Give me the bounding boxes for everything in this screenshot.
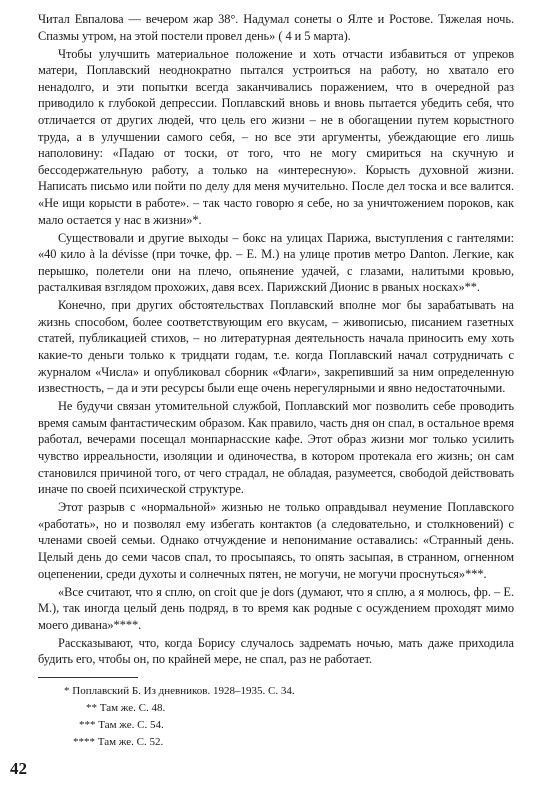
footnotes [38, 683, 514, 751]
paragraph: Существовали и другие выходы – бокс на улицах Парижа, выступления с гантелями: «40 кило à la dévisse (при точке, фр. – Е. М.) на улице против метро Danton. Легкие, как перышко, полетели они на плечо, опьянение удачей, с глазами, налитыми кровью, расталкивая взглядом прохожих, давя всех. Парижский Дионис в рваных носках»**. [38, 230, 514, 295]
paragraph: Рассказывают, что, когда Борису случалось задремать ночью, мать даже приходила будить его, чтобы он, по крайней мере, не спал, раз не работает. [38, 635, 514, 667]
footnote: ** Там же. С. 48. [86, 702, 166, 714]
paragraph-continuation: Читал Евпалова — вечером жар 38°. Надумал сонеты о Ялте и Ростове. Тяжелая ночь. Спазмы утром, на этой постели провел день» ( 4 и 5 марта). [38, 12, 514, 43]
paragraph: Конечно, при других обстоятельствах Поплавский вполне мог бы зарабатывать на жизнь способом, более соответствующим его вкусам, – живописью, писанием газетных статей, публикацией стихов, – но литературная деятельность начала приносить ему хоть какие-то деньги только к тридцати годам, т.е. когда Поплавский начал сотрудничать с журналом «Числа» и опубликовал сборник «Флаги», закрепивший за ним определенную известность, – да и эти ресурсы были еще очень нерегулярными и явно недостаточными. [38, 298, 514, 396]
footnote: **** Там же. С. 52. [73, 736, 164, 748]
paragraph: Этот разрыв с «нормальной» жизнью не только оправдывал неумение Поплавского «работать», но и позволял ему избегать контактов (а следовательно, и столкновений) с членами своей семьи. Однако отчуждение и непонимание оставались: «Странный день. Целый день до семи часов спал, то просыпаясь, то опять засыпая, в странном, огненном оцепенении, среди духоты и солнечных пятен, не могучи, не могучи проснуться»***. [38, 500, 514, 581]
page-number: 42 [10, 759, 27, 778]
paragraph: «Все считают, что я сплю, on croit que je dors (думают, что я сплю, а я молюсь, фр. – Е. М.), так иногда целый день подряд, в то время как родные с осуждением проходят мимо моего дивана»****. [38, 584, 514, 632]
footnote: * Поплавский Б. Из дневников. 1928–1935. С. 34. [64, 685, 295, 697]
paragraph: Чтобы улучшить материальное положение и хоть отчасти избавиться от упреков матери, Поплавский неоднократно пытался устроиться на работу, но хватало его ненадолго, и эти попытки всегда заканчивались поражением, что в очередной раз приводило к глубокой депрессии. Поплавский вновь и вновь пытается убедить себя, что отличается от других людей, что цель его жизни – не в обогащении путем корыстного труда, а в улучшении самого себя, – но все эти аргументы, убеждающие его лишь наполовину: «Падаю от тоски, от того, что не могу смириться на скучную и бессодержательную работу, а только на «интересную». Корысть духовной жизни. Написать письмо или пойти по делу для меня мучительно. После дел тоска и все валится. «Не ищи корысти в работе». – так часто говорю я себе, но за уничтожением пороков, как мало остается у нас в жизни»*. [38, 46, 514, 227]
footnote: *** Там же. С. 54. [79, 719, 164, 731]
footnote-divider [38, 677, 138, 678]
paragraph: Не будучи связан утомительной службой, Поплавский мог позволить себе проводить время самым фантастическим образом. Как правило, часть дня он спал, в остальное время работал, вечерами посещал монпарнасские кафе. Этот образ жизни мог только усилить чувство ирреальности, изоляции и одиночества, в котором протекала его жизнь; он сам становился причиной того, от чего страдал, не обладая, разумеется, свободой действовать иначе по своей психической структуре. [38, 399, 514, 497]
main-text [38, 11, 514, 669]
